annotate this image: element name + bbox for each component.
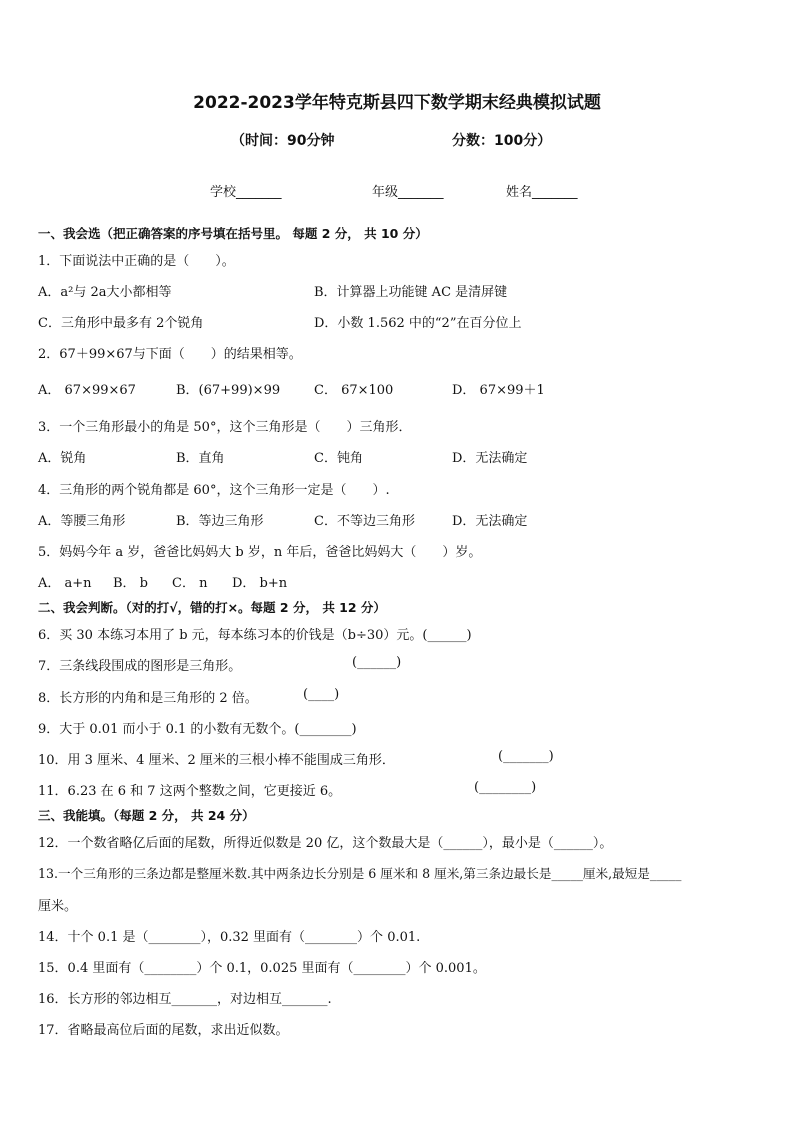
q3-option-d: D．无法确定 — [452, 451, 528, 466]
question-2: 2．67＋99×67与下面（ ）的结果相等。 — [38, 347, 302, 362]
q2-option-a: A． 67×99×67 — [38, 383, 136, 398]
question-4: 4．三角形的两个锐角都是 60°，这个三角形一定是（ ）. — [38, 483, 390, 498]
question-14: 14．十个 0.1 是（________），0.32 里面有（________）个 0.01. — [38, 930, 421, 945]
q4-option-a: A．等腰三角形 — [38, 514, 126, 529]
section-heading-fill: 三、我能填。（每题 2 分， 共 24 分） — [38, 808, 255, 823]
name-field[interactable]: 姓名_______ — [506, 185, 578, 200]
question-9: 9．大于 0.01 而小于 0.1 的小数有无数个。(________) — [38, 722, 357, 737]
question-8: 8．长方形的内角和是三角形的 2 倍。 — [38, 691, 258, 706]
q4-option-d: D．无法确定 — [452, 514, 528, 529]
page-title: 2022-2023学年特克斯县四下数学期末经典模拟试题 — [193, 93, 601, 113]
q5-option-d: D． b+n — [232, 576, 288, 591]
q4-option-c: C．不等边三角形 — [314, 514, 415, 529]
question-15: 15．0.4 里面有（________）个 0.1，0.025 里面有（________）个 0.001。 — [38, 961, 486, 976]
q5-option-b: B． b — [113, 576, 149, 591]
question-3: 3．一个三角形最小的角是 50°，这个三角形是（ ）三角形． — [38, 420, 412, 435]
question-11: 11．6.23 在 6 和 7 这两个整数之间，它更接近 6。 — [38, 784, 342, 799]
q3-option-c: C．钝角 — [314, 451, 363, 466]
q1-option-b: B．计算器上功能键 AC 是清屏键 — [314, 285, 508, 300]
q5-option-c: C． n — [172, 576, 208, 591]
school-field[interactable]: 学校_______ — [210, 185, 282, 200]
q8-answer-blank[interactable]: (____) — [303, 687, 340, 702]
q1-option-c: C．三角形中最多有 2个锐角 — [38, 316, 204, 331]
q1-option-a: A．a²与 2a大小都相等 — [38, 285, 172, 300]
q7-answer-blank[interactable]: (______) — [352, 655, 402, 670]
q2-option-d: D． 67×99＋1 — [452, 383, 545, 398]
q1-option-d: D．小数 1.562 中的“2”在百分位上 — [314, 316, 522, 331]
exam-time: （时间：90分钟 — [231, 133, 335, 149]
q10-answer-blank[interactable]: (_______) — [498, 749, 554, 764]
q2-option-c: C． 67×100 — [314, 383, 394, 398]
section-heading-choice: 一、我会选（把正确答案的序号填在括号里。 每题 2 分， 共 10 分） — [38, 226, 428, 241]
question-17: 17．省略最高位后面的尾数，求出近似数。 — [38, 1023, 289, 1038]
q2-option-b: B．(67+99)×99 — [176, 383, 281, 398]
q3-option-a: A．锐角 — [38, 451, 87, 466]
question-7: 7．三条线段围成的图形是三角形。 — [38, 659, 242, 674]
question-10: 10．用 3 厘米、4 厘米、2 厘米的三根小棒不能围成三角形． — [38, 753, 395, 768]
question-1: 1．下面说法中正确的是（ ）。 — [38, 254, 235, 269]
exam-score: 分数：100分） — [452, 133, 552, 149]
q3-option-b: B．直角 — [176, 451, 225, 466]
question-5: 5．妈妈今年 a 岁，爸爸比妈妈大 b 岁，n 年后，爸爸比妈妈大（ ）岁。 — [38, 545, 482, 560]
q5-option-a: A． a+n — [38, 576, 92, 591]
q4-option-b: B．等边三角形 — [176, 514, 264, 529]
question-16: 16．长方形的邻边相互_______，对边相互_______. — [38, 992, 332, 1007]
grade-field[interactable]: 年级_______ — [372, 185, 444, 200]
question-13: 13.一个三角形的三条边都是整厘米数.其中两条边长分别是 6 厘米和 8 厘米,第三条边最长是_____厘米,最短是_____ — [38, 866, 682, 881]
question-13-continued: 厘米。 — [38, 899, 78, 914]
q11-answer-blank[interactable]: (________) — [474, 780, 537, 795]
section-heading-judge: 二、我会判断。（对的打√，错的打×。每题 2 分， 共 12 分） — [38, 600, 386, 615]
question-12: 12．一个数省略亿后面的尾数，所得近似数是 20 亿，这个数最大是（______），最小是（______）。 — [38, 836, 613, 851]
question-6: 6．买 30 本练习本用了 b 元，每本练习本的价钱是（b÷30）元。(______) — [38, 628, 472, 643]
